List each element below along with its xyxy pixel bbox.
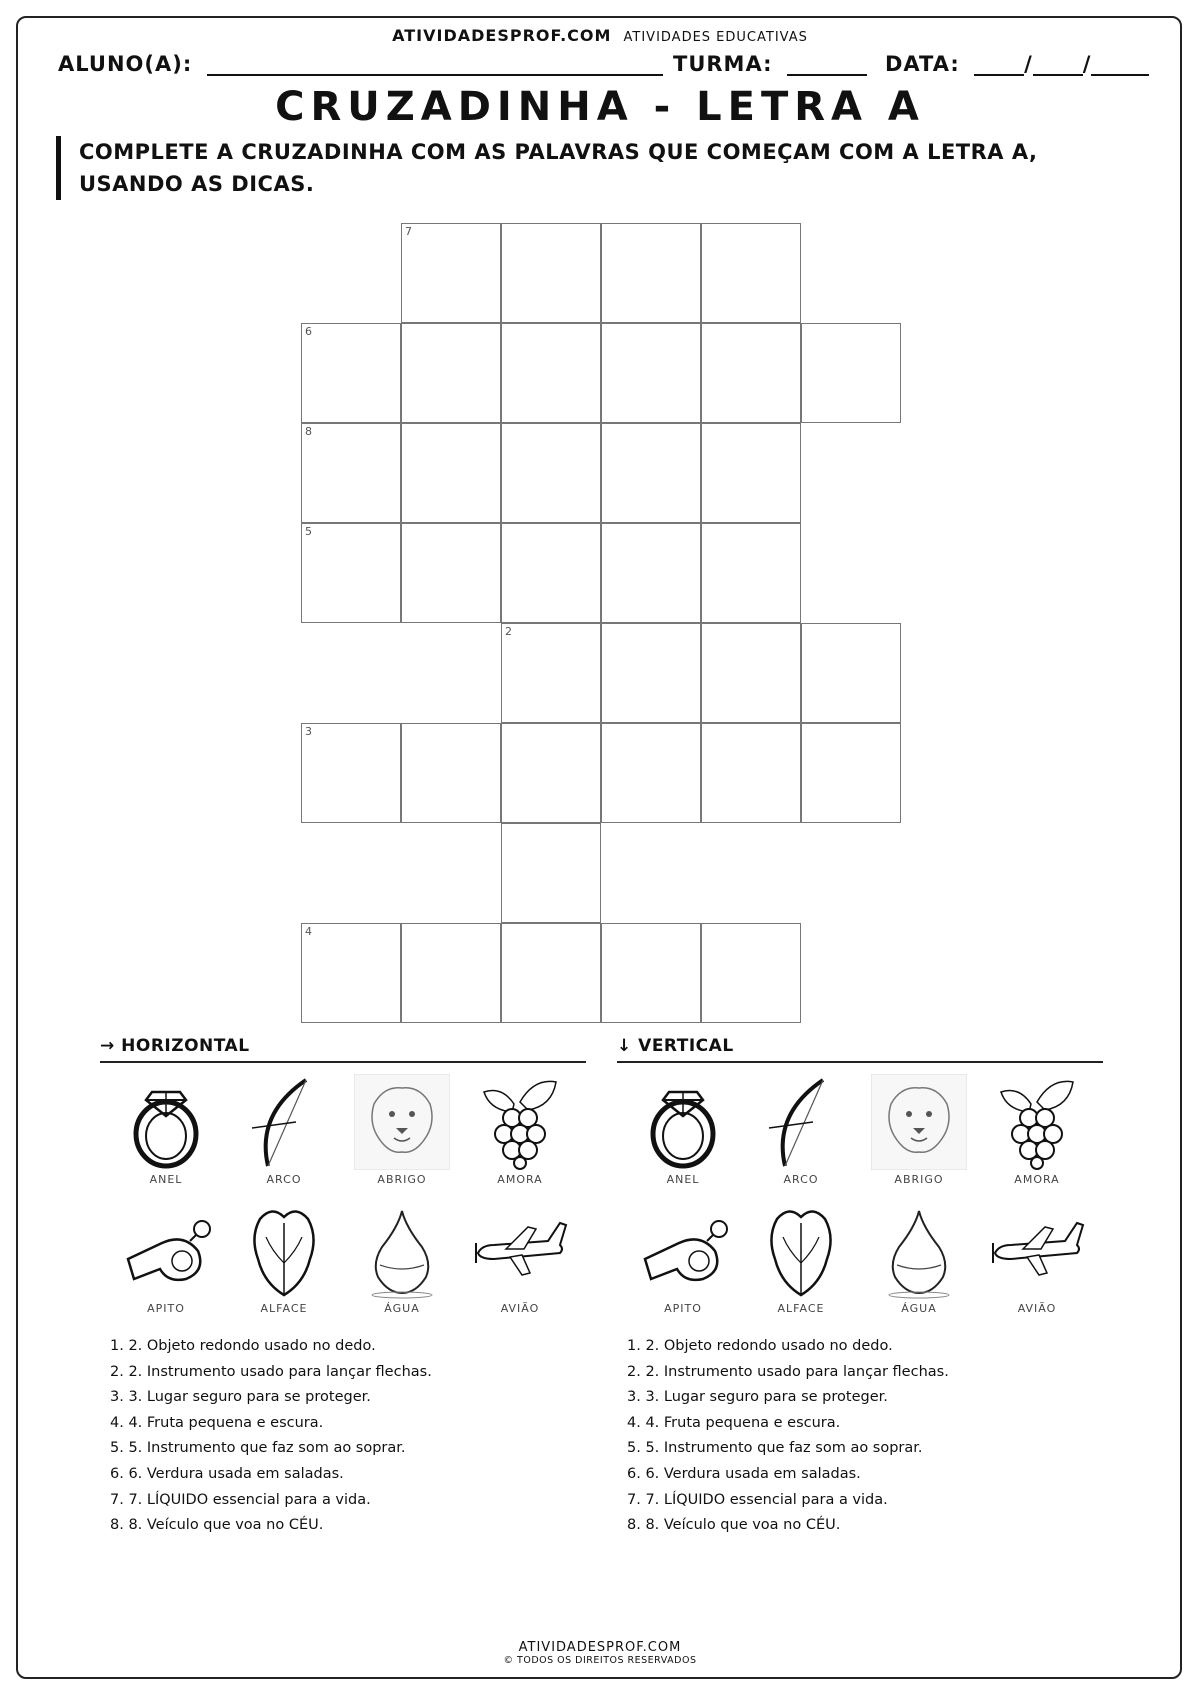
crossword-cell[interactable]	[501, 923, 601, 1023]
picture-label: ALFACE	[777, 1302, 825, 1315]
horizontal-heading: → HORIZONTAL	[100, 1036, 250, 1056]
crossword-cell[interactable]	[701, 523, 801, 623]
ring-picture	[635, 1074, 731, 1186]
instructions	[56, 136, 1139, 200]
airplane-icon	[989, 1203, 1085, 1299]
crossword-cell[interactable]	[701, 923, 801, 1023]
crossword-cell[interactable]	[501, 723, 601, 823]
picture-label: AMORA	[497, 1173, 543, 1186]
blackberry-icon	[989, 1074, 1085, 1170]
bow-icon	[236, 1074, 332, 1170]
crossword-cell[interactable]	[501, 623, 601, 723]
clue-item: 8. 8. Veículo que voa no CÉU.	[110, 1517, 324, 1534]
crossword-cell[interactable]	[601, 623, 701, 723]
picture-label: ARCO	[783, 1173, 819, 1186]
crossword-cell[interactable]	[601, 523, 701, 623]
picture-label: ANEL	[666, 1173, 700, 1186]
student-label: ALUNO(A):	[58, 52, 193, 76]
airplane-picture	[472, 1203, 568, 1315]
crossword-cell[interactable]	[601, 223, 701, 323]
vertical-clue-list	[627, 1334, 949, 1539]
crossword-cell[interactable]	[701, 323, 801, 423]
picture-label: ABRIGO	[377, 1173, 427, 1186]
clue-item: 5. 5. Instrumento que faz som ao soprar.	[627, 1440, 923, 1457]
crossword-cell[interactable]	[701, 223, 801, 323]
instructions-line: COMPLETE A CRUZADINHA COM AS PALAVRAS QUE COMEÇAM COM A LETRA A,	[79, 140, 1038, 164]
student-name-line[interactable]	[207, 54, 663, 76]
lion-icon	[354, 1074, 450, 1170]
ring-picture	[118, 1074, 214, 1186]
date-field	[885, 52, 1149, 76]
page-title: CRUZADINHA - LETRA A	[275, 84, 925, 130]
picture-label: ABRIGO	[894, 1173, 944, 1186]
blackberry-picture	[472, 1074, 568, 1186]
clue-item: 7. 7. LÍQUIDO essencial para a vida.	[627, 1491, 888, 1508]
footer-site: ATIVIDADESPROF.COM	[518, 1640, 682, 1655]
crossword-cell[interactable]	[301, 923, 401, 1023]
crossword-cell[interactable]	[601, 923, 701, 1023]
clue-number: 4	[305, 925, 312, 938]
lettuce-picture	[753, 1203, 849, 1315]
crossword-cell[interactable]	[501, 523, 601, 623]
crossword-cell[interactable]	[301, 423, 401, 523]
clue-item: 3. 3. Lugar seguro para se proteger.	[627, 1389, 888, 1406]
crossword-cell[interactable]	[601, 723, 701, 823]
water-drop-icon	[871, 1203, 967, 1299]
footer-rights: © TODOS OS DIREITOS RESERVADOS	[503, 1655, 697, 1666]
ring-icon	[118, 1074, 214, 1170]
picture-label: ARCO	[266, 1173, 302, 1186]
blackberry-icon	[472, 1074, 568, 1170]
whistle-icon	[635, 1203, 731, 1299]
lettuce-icon	[753, 1203, 849, 1299]
water-drop-icon	[354, 1203, 450, 1299]
whistle-icon	[118, 1203, 214, 1299]
site-header	[0, 26, 1200, 45]
site-name: ATIVIDADESPROF.COM	[392, 26, 612, 45]
picture-label: APITO	[664, 1302, 702, 1315]
clue-item: 1. 2. Objeto redondo usado no dedo.	[110, 1338, 376, 1354]
crossword-cell[interactable]	[401, 223, 501, 323]
crossword-cell[interactable]	[401, 923, 501, 1023]
instructions-line: USANDO AS DICAS.	[79, 172, 315, 196]
clue-number: 8	[305, 425, 312, 438]
crossword-cell[interactable]	[701, 723, 801, 823]
crossword-cell[interactable]	[501, 323, 601, 423]
clue-item: 2. 2. Instrumento usado para lançar flechas.	[627, 1363, 949, 1380]
crossword-cell[interactable]	[601, 423, 701, 523]
whistle-picture	[118, 1203, 214, 1315]
clue-item: 6. 6. Verdura usada em saladas.	[110, 1465, 344, 1482]
clue-number: 5	[305, 525, 312, 538]
date-year-line[interactable]	[1091, 54, 1149, 76]
crossword-cell[interactable]	[401, 723, 501, 823]
clue-item: 3. 3. Lugar seguro para se proteger.	[110, 1389, 371, 1406]
class-field	[673, 52, 867, 76]
ring-icon	[635, 1074, 731, 1170]
clue-item: 2. 2. Instrumento usado para lançar flechas.	[110, 1363, 432, 1380]
clue-item: 4. 4. Fruta pequena e escura.	[627, 1414, 841, 1431]
horizontal-clue-list	[110, 1334, 432, 1539]
clue-number: 2	[505, 625, 512, 638]
crossword-cell[interactable]	[301, 523, 401, 623]
airplane-icon	[472, 1203, 568, 1299]
crossword-cell[interactable]	[801, 323, 901, 423]
vertical-divider	[617, 1061, 1103, 1063]
clue-item: 1. 2. Objeto redondo usado no dedo.	[627, 1338, 893, 1354]
clue-item: 7. 7. LÍQUIDO essencial para a vida.	[110, 1491, 371, 1508]
crossword-cell[interactable]	[501, 223, 601, 323]
water-drop-picture	[354, 1203, 450, 1315]
picture-label: AVIÃO	[1017, 1302, 1057, 1315]
whistle-picture	[635, 1203, 731, 1315]
picture-label: AMORA	[1014, 1173, 1060, 1186]
horizontal-divider	[100, 1061, 586, 1063]
clue-item: 6. 6. Verdura usada em saladas.	[627, 1465, 861, 1482]
crossword-cell[interactable]	[301, 323, 401, 423]
date-separator: /	[1082, 52, 1092, 76]
crossword-cell[interactable]	[401, 323, 501, 423]
crossword-cell[interactable]	[501, 823, 601, 923]
date-month-line[interactable]	[1033, 54, 1083, 76]
student-field	[58, 52, 663, 76]
bow-picture	[236, 1074, 332, 1186]
crossword-cell[interactable]	[801, 723, 901, 823]
class-label: TURMA:	[673, 52, 773, 76]
date-separator: /	[1024, 52, 1033, 76]
bow-icon	[753, 1074, 849, 1170]
vertical-heading: ↓ VERTICAL	[617, 1036, 734, 1056]
blackberry-picture	[989, 1074, 1085, 1186]
lion-picture	[871, 1074, 967, 1186]
date-label: DATA:	[885, 52, 960, 76]
lettuce-icon	[236, 1203, 332, 1299]
picture-label: APITO	[147, 1302, 185, 1315]
clue-item: 4. 4. Fruta pequena e escura.	[110, 1414, 324, 1431]
clue-item: 5. 5. Instrumento que faz som ao soprar.	[110, 1440, 406, 1457]
crossword-cell[interactable]	[401, 523, 501, 623]
lion-icon	[871, 1074, 967, 1170]
lettuce-picture	[236, 1203, 332, 1315]
bow-picture	[753, 1074, 849, 1186]
picture-label: ANEL	[149, 1173, 183, 1186]
class-line[interactable]	[787, 54, 867, 76]
site-tagline: ATIVIDADES EDUCATIVAS	[623, 30, 808, 45]
crossword-cell[interactable]	[601, 323, 701, 423]
crossword-cell[interactable]	[701, 423, 801, 523]
picture-label: AVIÃO	[500, 1302, 540, 1315]
date-day-line[interactable]	[974, 54, 1024, 76]
picture-label: ALFACE	[260, 1302, 308, 1315]
footer	[0, 1640, 1200, 1666]
water-drop-picture	[871, 1203, 967, 1315]
clue-number: 7	[405, 225, 412, 238]
crossword-cell[interactable]	[501, 423, 601, 523]
clue-number: 3	[305, 725, 312, 738]
clue-item: 8. 8. Veículo que voa no CÉU.	[627, 1517, 841, 1534]
crossword-cell[interactable]	[301, 723, 401, 823]
picture-label: ÁGUA	[384, 1302, 420, 1315]
picture-label: ÁGUA	[901, 1302, 937, 1315]
crossword-cell[interactable]	[401, 423, 501, 523]
crossword-cell[interactable]	[801, 623, 901, 723]
clue-number: 6	[305, 325, 312, 338]
lion-picture	[354, 1074, 450, 1186]
airplane-picture	[989, 1203, 1085, 1315]
crossword-cell[interactable]	[701, 623, 801, 723]
